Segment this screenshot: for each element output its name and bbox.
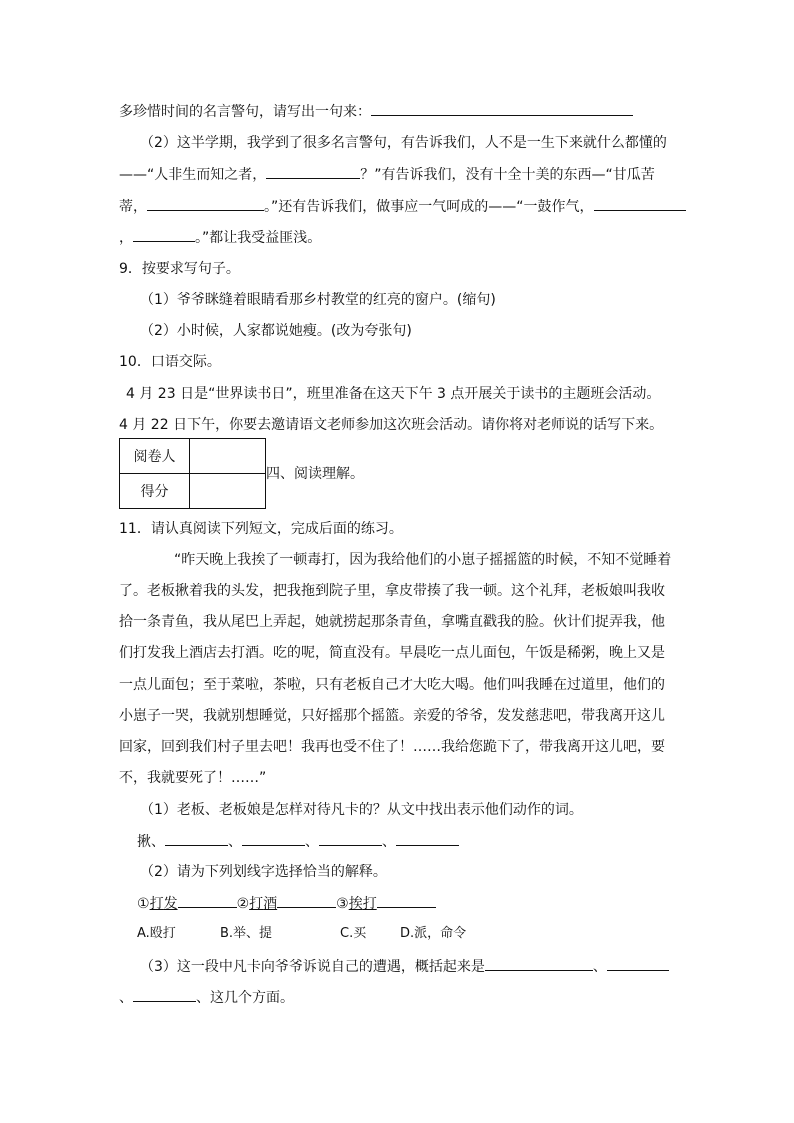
separator: 、 — [592, 959, 607, 975]
q11-sub3-text: 、这几个方面。 — [196, 990, 294, 1006]
passage-line: 回家，回到我们村子里去吧！我再也受不住了！……我给您跪下了，带我离开这儿吧，要 — [119, 739, 665, 755]
underlined-char: 打 — [149, 896, 164, 912]
q10-para2: 4 月 22 日下午，你要去邀请语文老师参加这次班会活动。请你将对老师说的话写下来。 — [119, 417, 664, 433]
item-text: 酒 — [263, 896, 278, 912]
separator: 、 — [119, 990, 133, 1006]
passage-line: 们打发我上酒店去打酒。吃的呢，简直没有。早晨吃一点儿面包，午饭是稀粥，晚上又是 — [119, 645, 665, 661]
option-d: D.派，命令 — [400, 926, 467, 941]
q8-2-line3 — [119, 196, 686, 217]
score-table — [119, 438, 266, 509]
answer-blank[interactable] — [133, 987, 196, 1002]
q11-sub2-items — [137, 893, 436, 914]
score-cell[interactable] — [190, 474, 266, 509]
q11-sub3-line2 — [119, 987, 294, 1008]
score-label: 得分 — [120, 474, 190, 509]
passage-line: “昨天晚上我挨了一顿毒打，因为我给他们的小崽子摇摇篮的时候，不知不觉睡着 — [174, 552, 672, 568]
q8-tail-text: 多珍惜时间的名言警句，请写出一句来： — [119, 104, 371, 120]
answer-blank[interactable] — [266, 164, 360, 179]
passage-line: 了。老板揪着我的头发，把我拖到院子里，拿皮带揍了我一顿。这个礼拜，老板娘叫我收 — [119, 583, 665, 599]
q8-2-line1 — [140, 133, 667, 153]
q11-sub2: （2）请为下列划线字选择恰当的解释。 — [140, 864, 387, 880]
q8-2-text: 蒂， — [119, 199, 147, 215]
q11-sub1: （1）老板、老板娘是怎样对待凡卡的？从文中找出表示他们动作的词。 — [140, 802, 583, 818]
q8-2-text: 。”都让我受益匪浅。 — [195, 230, 322, 246]
q8-2-text: （2）这半学期，我学到了很多名言警句，有告诉我们，人不是一生下来就什么都懂的 — [140, 135, 667, 151]
q11-sub3-text: （3）这一段中凡卡向爷爷诉说自己的遭遇，概括起来是 — [140, 959, 485, 975]
passage-line: 不，我就要死了！……” — [119, 770, 267, 786]
q8-2-text: 。”还有告诉我们，做事应一气呵成的——“一鼓作气， — [264, 199, 594, 215]
answer-blank[interactable] — [133, 227, 195, 242]
answer-blank[interactable] — [277, 893, 336, 908]
option-b: B.举、提 — [220, 926, 273, 941]
q9-sub1: （1）爷爷眯缝着眼睛看那乡村教堂的红亮的窗户。(缩句) — [140, 292, 496, 308]
q9-sub2: （2）小时候，人家都说她瘦。(改为夸张句) — [140, 323, 412, 339]
item-marker: ① — [137, 896, 150, 912]
reviewer-cell[interactable] — [190, 439, 266, 474]
separator: 、 — [305, 834, 319, 850]
separator: 、 — [382, 834, 396, 850]
q10-title: 10．口语交际。 — [119, 354, 221, 370]
q8-2-text: ？”有告诉我们，没有十全十美的东西—“甘瓜苦 — [360, 167, 655, 183]
reviewer-label: 阅卷人 — [120, 439, 190, 474]
item-marker: ③ — [336, 896, 349, 912]
answer-blank[interactable] — [242, 831, 305, 846]
option-c: C.买 — [340, 926, 367, 941]
answer-blank[interactable] — [594, 196, 686, 211]
item-marker: ② — [236, 896, 250, 912]
q8-2-line4 — [119, 227, 321, 248]
answer-blank[interactable] — [178, 893, 237, 908]
option-a: A.殴打 — [137, 926, 176, 941]
passage-line: 小崽子一哭，我就别想睡觉，只好摇那个摇篮。亲爱的爷爷，发发慈悲吧，带我离开这儿 — [119, 708, 665, 724]
answer-blank[interactable] — [147, 196, 264, 211]
q11-title: 11．请认真阅读下列短文，完成后面的练习。 — [119, 521, 403, 537]
answer-blank[interactable] — [319, 831, 382, 846]
answer-blank[interactable] — [396, 831, 459, 846]
separator: 、 — [228, 834, 242, 850]
answer-blank[interactable] — [165, 831, 228, 846]
q8-tail-line — [119, 101, 633, 122]
underlined-char: 打 — [249, 896, 264, 912]
answer-blank[interactable] — [371, 101, 633, 116]
underlined-char: 打 — [362, 896, 377, 912]
passage-line: 拾一条青鱼，我从尾巴上弄起，她就捞起那条青鱼，拿嘴直戳我的脸。伙计们捉弄我，他 — [119, 614, 665, 630]
q10-para1: 4 月 23 日是“世界读书日”，班里准备在这天下午 3 点开展关于读书的主题班会活动。 — [126, 386, 661, 402]
answer-prefix: 揪、 — [137, 834, 165, 850]
answer-blank[interactable] — [607, 956, 669, 971]
q11-sub2-options — [137, 924, 466, 944]
q8-2-line2 — [119, 164, 655, 185]
q9-title: 9．按要求写句子。 — [119, 261, 240, 277]
q8-2-text: ， — [119, 230, 133, 246]
item-text: 挨 — [348, 896, 363, 912]
section-heading: 四、阅读理解。 — [266, 466, 364, 482]
answer-blank[interactable] — [377, 893, 436, 908]
passage-line: 一点儿面包；至于菜啦，茶啦，只有老板自己才大吃大喝。他们叫我睡在过道里，他们的 — [119, 677, 665, 693]
q11-sub3-line1 — [140, 956, 669, 977]
answer-blank[interactable] — [485, 956, 593, 971]
q8-2-text: ——“人非生而知之者， — [119, 167, 267, 183]
q11-sub1-answers — [137, 831, 459, 852]
item-text: 发 — [163, 896, 178, 912]
